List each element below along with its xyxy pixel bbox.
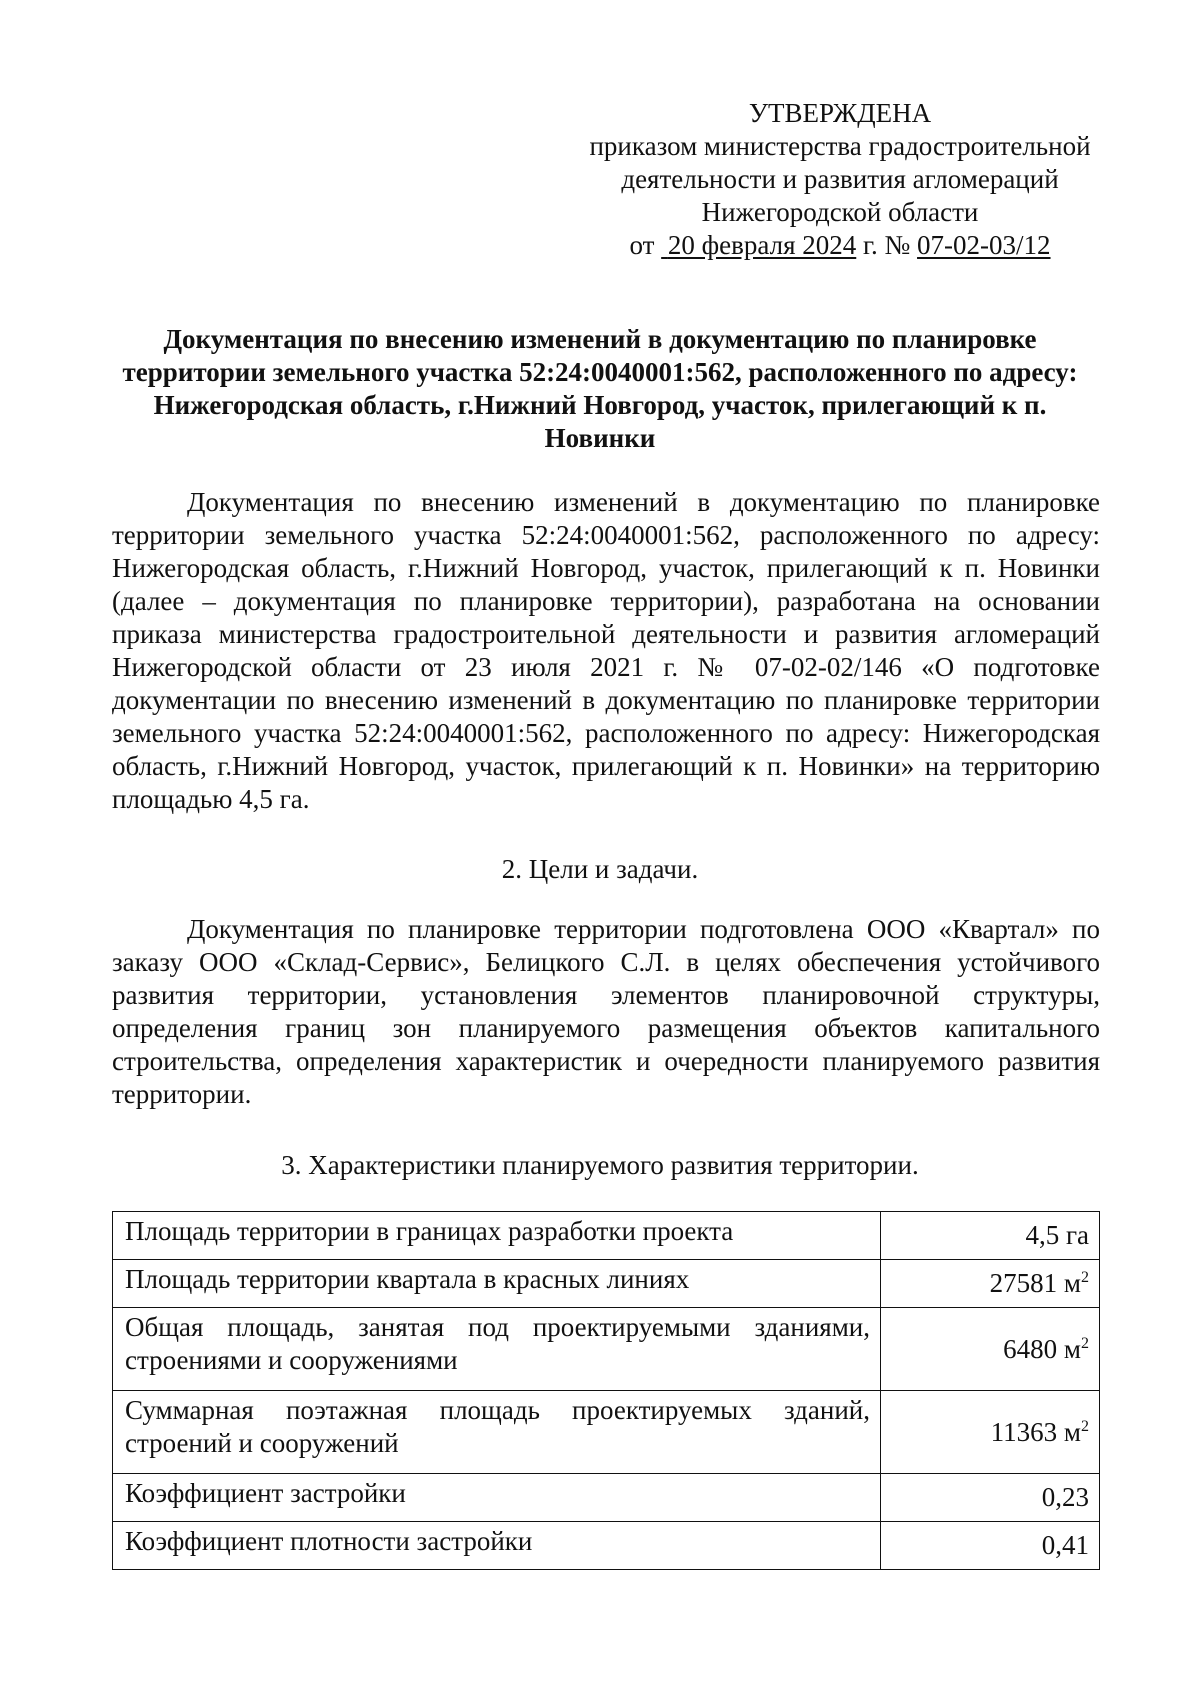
approval-number: 07-02-03/12 (917, 230, 1051, 260)
intro-paragraph: Документация по внесению изменений в документацию по планировке территории земельного участка 52:24:0040001:562, расположенного по адресу: Нижегородская область, г.Нижний Новгород, участок, прилегающий к п. Новинки (далее – документация по планировке территории), разработана на основании приказа министерства градостроительной деятельности и развития агломераций Нижегородской области от 23 июля 2021 г. № 07-02-02/146 «О подготовке документации по внесению изменений в документацию по планировке территории земельного участка 52:24:0040001:562, расположенного по адресу: Нижегородская область, г.Нижний Новгород, участок, прилегающий к п. Новинки» на территорию площадью 4,5 га. (112, 487, 1100, 814)
table-cell-label: Площадь территории квартала в красных линиях (113, 1260, 881, 1308)
section-2-heading: 2. Цели и задачи. (501, 854, 699, 884)
document-title: Документация по внесению изменений в документацию по планировке территории земельного участка 52:24:0040001:562, расположенного по адресу: Нижегородская область, г.Нижний Новгород, участок, прилегающий к п. Новинки (122, 324, 1078, 453)
table-cell-label: Общая площадь, занятая под проектируемыми зданиями, строениями и сооружениями (113, 1308, 881, 1391)
table-cell-label: Суммарная поэтажная площадь проектируемых зданий, строений и сооружений (113, 1391, 881, 1474)
approval-date: 20 февраля 2024 (667, 230, 857, 260)
table-cell-value: 6480 $м^2$ (881, 1308, 1100, 1391)
table-cell-value: 0,23 (881, 1474, 1100, 1522)
table-row (113, 1212, 1100, 1260)
approval-issuer-line-3: Нижегородской области (701, 197, 979, 227)
section-3-heading: 3. Характеристики планируемого развития территории. (281, 1150, 919, 1180)
approval-number-prefix: г. № (863, 230, 911, 260)
table-row (113, 1522, 1100, 1570)
table-cell-label: Площадь территории в границах разработки проекта (113, 1212, 881, 1260)
characteristics-table (112, 1211, 1100, 1570)
table-row (113, 1474, 1100, 1522)
table-cell-value: 4,5 га (881, 1212, 1100, 1260)
approval-stamp (560, 97, 1120, 262)
approval-date-prefix: от (629, 230, 655, 260)
section-2-paragraph: Документация по планировке территории подготовлена ООО «Квартал» по заказу ООО «Склад-Сервис», Белицкого С.Л. в целях обеспечения устойчивого развития территории, установления элементов планировочной структуры, определения границ зон планируемого размещения объектов капитального строительства, определения характеристик и очередности планируемого развития территории. (112, 914, 1100, 1109)
table-row (113, 1260, 1100, 1308)
table-row (113, 1391, 1100, 1474)
table-cell-label: Коэффициент плотности застройки (113, 1522, 881, 1570)
approval-date-line (560, 229, 1120, 262)
approval-heading: УТВЕРЖДЕНА (748, 98, 932, 128)
table-cell-label: Коэффициент застройки (113, 1474, 881, 1522)
table-cell-value: 27581 $м^2$ (881, 1260, 1100, 1308)
table-cell-value: 0,41 (881, 1522, 1100, 1570)
table-cell-value: 11363 $м^2$ (881, 1391, 1100, 1474)
approval-issuer-line-1: приказом министерства градостроительной (589, 131, 1091, 161)
approval-issuer-line-2: деятельности и развития агломераций (621, 164, 1059, 194)
table-row (113, 1308, 1100, 1391)
